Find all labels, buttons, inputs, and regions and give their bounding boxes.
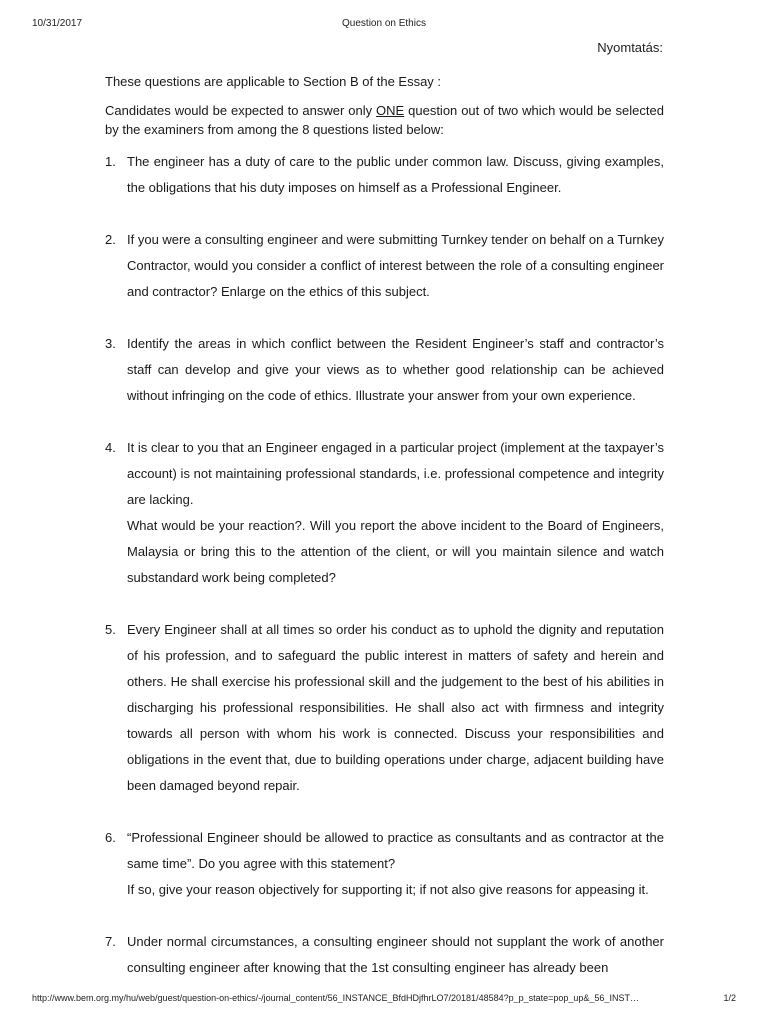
page-number: 1/2 [723,993,736,1003]
question-number: 4. [105,440,116,455]
question-list [105,149,664,981]
question-number: 7. [105,934,116,949]
page-header [32,18,736,32]
page-url: http://www.bem.org.my/hu/web/guest/question-on-ethics/-/journal_content/56_INSTANCE_BfdHDjfhrLO7/20181/48584?p_p_state=pop_up&_56_INST… [32,993,639,1003]
question-item [105,617,664,799]
intro-text: These questions are applicable to Section B of the Essay : [105,74,442,89]
instructions-before: Candidates would be expected to answer only [105,103,377,118]
question-number: 6. [105,830,116,845]
question-item [105,929,664,981]
question-number: 3. [105,336,116,351]
question-text: It is clear to you that an Engineer engaged in a particular project (implement at the taxpayer’s account) is not maintaining professional standards, i.e. professional competence and integrity are lacking. [127,440,664,507]
question-text: Identify the areas in which conflict between the Resident Engineer’s staff and contractor’s staff can develop and give your views as to whether good relationship can be achieved without infringing on the code of ethics. Illustrate your answer from your own experience. [127,336,664,403]
question-item [105,331,664,409]
instructions-emphasis: ONE [376,103,405,118]
question-item [105,149,664,201]
question-item [105,825,664,903]
question-text: If so, give your reason objectively for supporting it; if not also give reasons for appeasing it. [127,882,649,897]
question-number: 2. [105,232,116,247]
document-title: Question on Ethics [342,18,426,29]
instructions-text [105,101,664,139]
print-date: 10/31/2017 [32,18,83,29]
question-text: Every Engineer shall at all times so order his conduct as to uphold the dignity and reputation of his profession, and to safeguard the public interest in matters of safety and herein and others. He shall exercise his professional skill and the judgement to the best of his abilities in discharging his professional responsibilities. He shall also act with firmness and integrity towards all person with whom his work is connected. Discuss your responsibilities and obligations in the event that, due to building operations under charge, adjacent building have been damaged beyond repair. [127,622,664,793]
instructions-after: question out of two which would be selected by the examiners from among the 8 questions listed below: [105,103,664,137]
document-body [105,73,664,1007]
page-footer [32,993,736,1007]
question-item [105,227,664,305]
question-number: 5. [105,622,116,637]
question-text: “Professional Engineer should be allowed to practice as consultants and as contractor at the same time”. Do you agree with this statement? [127,830,664,871]
print-link[interactable]: Nyomtatás: [597,40,663,55]
question-item [105,435,664,591]
question-text: Under normal circumstances, a consulting engineer should not supplant the work of another consulting engineer after knowing that the 1st consulting engineer has already been [127,934,664,975]
question-number: 1. [105,154,116,169]
question-text: What would be your reaction?. Will you report the above incident to the Board of Engineers, Malaysia or bring this to the attention of the client, or will you maintain silence and watch substandard work being completed? [127,518,664,585]
question-text: The engineer has a duty of care to the public under common law. Discuss, giving examples, the obligations that his duty imposes on himself as a Professional Engineer. [127,154,664,195]
question-text: If you were a consulting engineer and were submitting Turnkey tender on behalf on a Turnkey Contractor, would you consider a conflict of interest between the role of a consulting engineer and contractor? Enlarge on the ethics of this subject. [127,232,664,299]
